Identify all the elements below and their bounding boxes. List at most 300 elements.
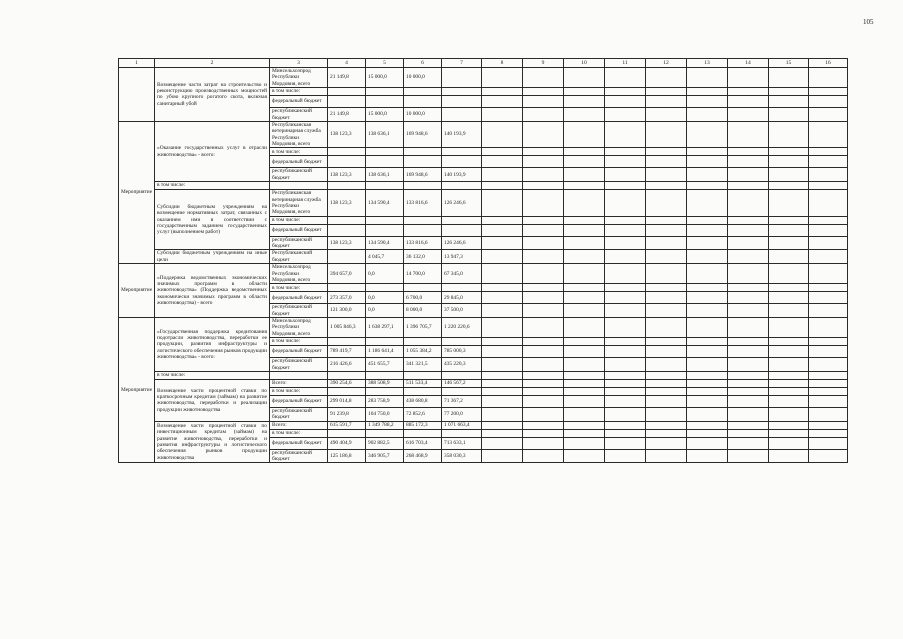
empty-cell bbox=[564, 395, 605, 407]
amount-cell bbox=[404, 96, 442, 108]
empty-cell bbox=[564, 429, 605, 437]
empty-cell bbox=[687, 224, 728, 236]
empty-cell bbox=[728, 395, 769, 407]
empty-cell bbox=[809, 250, 848, 264]
empty-cell bbox=[564, 224, 605, 236]
empty-cell bbox=[769, 304, 809, 318]
empty-cell bbox=[564, 68, 605, 88]
empty-cell bbox=[687, 190, 728, 217]
empty-cell bbox=[728, 338, 769, 346]
empty-cell bbox=[523, 304, 564, 318]
amount-cell bbox=[442, 387, 482, 395]
table-row bbox=[119, 190, 848, 217]
funding-source-cell: федеральный бюджет bbox=[270, 96, 328, 108]
funding-source-cell: Республиканская ветеринарная служба Республики Мордовия, всего bbox=[270, 121, 328, 148]
empty-cell bbox=[646, 148, 687, 156]
empty-cell bbox=[687, 387, 728, 395]
empty-cell bbox=[809, 88, 848, 96]
empty-cell bbox=[646, 346, 687, 358]
empty-cell bbox=[769, 216, 809, 224]
amount-cell: 435 220,3 bbox=[442, 358, 482, 372]
empty-cell bbox=[482, 421, 523, 429]
amount-cell: 885 172,3 bbox=[404, 421, 442, 429]
amount-cell bbox=[328, 88, 366, 96]
empty-cell bbox=[523, 284, 564, 292]
empty-cell bbox=[605, 437, 646, 449]
empty-cell bbox=[687, 156, 728, 168]
amount-cell: 1 005 846,3 bbox=[328, 318, 366, 338]
empty-cell bbox=[605, 250, 646, 264]
empty-cell bbox=[646, 387, 687, 395]
amount-cell: 138 123,3 bbox=[328, 236, 366, 250]
empty-cell bbox=[564, 216, 605, 224]
empty-cell bbox=[482, 250, 523, 264]
empty-cell bbox=[646, 168, 687, 182]
amount-cell bbox=[328, 156, 366, 168]
empty-cell bbox=[523, 338, 564, 346]
empty-cell bbox=[523, 236, 564, 250]
amount-cell bbox=[442, 108, 482, 122]
amount-cell bbox=[328, 250, 366, 264]
empty-cell bbox=[564, 437, 605, 449]
empty-cell bbox=[769, 88, 809, 96]
header-cell: 7 bbox=[442, 59, 482, 68]
amount-cell: 140 193,9 bbox=[442, 168, 482, 182]
funding-source-cell: в том числе: bbox=[270, 429, 328, 437]
empty-cell bbox=[809, 236, 848, 250]
empty-cell bbox=[728, 148, 769, 156]
header-cell: 3 bbox=[270, 59, 328, 68]
amount-cell: 126 246,6 bbox=[442, 236, 482, 250]
empty-cell bbox=[809, 264, 848, 284]
amount-cell bbox=[366, 88, 404, 96]
empty-cell bbox=[605, 108, 646, 122]
empty-cell bbox=[523, 148, 564, 156]
empty-cell bbox=[728, 156, 769, 168]
header-cell: 15 bbox=[769, 59, 809, 68]
amount-cell: 1 071 663,4 bbox=[442, 421, 482, 429]
amount-cell: 10 000,0 bbox=[404, 108, 442, 122]
empty-cell bbox=[605, 88, 646, 96]
amount-cell: 785 000,3 bbox=[442, 346, 482, 358]
empty-cell bbox=[769, 346, 809, 358]
empty-cell bbox=[769, 371, 809, 379]
table-row bbox=[119, 182, 848, 190]
amount-cell: 138 636,1 bbox=[366, 168, 404, 182]
empty-cell bbox=[728, 304, 769, 318]
empty-cell bbox=[809, 407, 848, 421]
empty-cell bbox=[687, 304, 728, 318]
empty-cell bbox=[605, 358, 646, 372]
empty-cell bbox=[728, 421, 769, 429]
empty-cell bbox=[482, 156, 523, 168]
table-row bbox=[119, 421, 848, 429]
empty-cell bbox=[482, 168, 523, 182]
table-row bbox=[119, 68, 848, 88]
header-cell: 16 bbox=[809, 59, 848, 68]
empty-cell bbox=[646, 284, 687, 292]
header-cell: 2 bbox=[155, 59, 270, 68]
empty-cell bbox=[605, 304, 646, 318]
amount-cell bbox=[328, 429, 366, 437]
amount-cell bbox=[442, 284, 482, 292]
empty-cell bbox=[564, 250, 605, 264]
amount-cell: 13 947,3 bbox=[442, 250, 482, 264]
amount-cell bbox=[328, 148, 366, 156]
empty-cell bbox=[809, 168, 848, 182]
amount-cell bbox=[328, 216, 366, 224]
empty-cell bbox=[564, 379, 605, 387]
amount-cell bbox=[404, 387, 442, 395]
activity-name-cell: в том числе: bbox=[155, 371, 270, 379]
activity-name-cell: Возмещение части затрат на строительство и реконструкцию производственных мощностей по убою крупного рогатого скота, включая санитарный убой bbox=[155, 68, 270, 122]
empty-cell bbox=[564, 449, 605, 463]
amount-cell: 6 700,0 bbox=[404, 292, 442, 304]
amount-cell bbox=[404, 156, 442, 168]
amount-cell: 0,0 bbox=[366, 264, 404, 284]
amount-cell: 789 419,7 bbox=[328, 346, 366, 358]
empty-cell bbox=[809, 449, 848, 463]
table-body bbox=[119, 68, 848, 463]
empty-cell bbox=[728, 318, 769, 338]
empty-cell bbox=[728, 121, 769, 148]
empty-cell bbox=[523, 121, 564, 148]
empty-cell bbox=[523, 437, 564, 449]
amount-cell: 15 000,0 bbox=[366, 108, 404, 122]
funding-source-cell: Всего: bbox=[270, 379, 328, 387]
empty-cell bbox=[687, 168, 728, 182]
table-row bbox=[119, 250, 848, 264]
empty-cell bbox=[728, 224, 769, 236]
amount-cell: 902 882,5 bbox=[366, 437, 404, 449]
funding-source-cell: в том числе: bbox=[270, 387, 328, 395]
header-cell: 6 bbox=[404, 59, 442, 68]
empty-cell bbox=[809, 437, 848, 449]
empty-cell bbox=[809, 190, 848, 217]
funding-source-cell: Республиканская ветеринарная служба Республики Мордовия, всего bbox=[270, 190, 328, 217]
empty-cell bbox=[809, 304, 848, 318]
empty-cell bbox=[809, 224, 848, 236]
empty-cell bbox=[523, 449, 564, 463]
amount-cell: 0,0 bbox=[366, 304, 404, 318]
empty-cell bbox=[605, 371, 646, 379]
amount-cell: 358 030,3 bbox=[442, 449, 482, 463]
funding-source-cell: федеральный бюджет bbox=[270, 437, 328, 449]
empty-cell bbox=[769, 190, 809, 217]
empty-cell bbox=[687, 121, 728, 148]
amount-cell: 1 055 384,2 bbox=[404, 346, 442, 358]
funding-source-cell: республиканский бюджет bbox=[270, 304, 328, 318]
empty-cell bbox=[769, 395, 809, 407]
empty-cell bbox=[809, 292, 848, 304]
empty-cell bbox=[646, 156, 687, 168]
empty-cell bbox=[769, 284, 809, 292]
empty-cell bbox=[809, 68, 848, 88]
empty-cell bbox=[809, 395, 848, 407]
amount-cell: 346 905,7 bbox=[366, 449, 404, 463]
empty-cell bbox=[809, 421, 848, 429]
amount-cell: 10 000,0 bbox=[404, 68, 442, 88]
empty-cell bbox=[687, 358, 728, 372]
empty-cell bbox=[687, 250, 728, 264]
funding-source-cell: в том числе: bbox=[270, 216, 328, 224]
empty-cell bbox=[564, 264, 605, 284]
empty-cell bbox=[687, 264, 728, 284]
empty-cell bbox=[728, 449, 769, 463]
amount-cell bbox=[328, 387, 366, 395]
empty-cell bbox=[687, 182, 728, 190]
empty-cell bbox=[809, 358, 848, 372]
amount-cell: 1 186 641,4 bbox=[366, 346, 404, 358]
funding-source-cell: в том числе: bbox=[270, 148, 328, 156]
amount-cell: 138 123,3 bbox=[328, 121, 366, 148]
amount-cell: 121 300,0 bbox=[328, 304, 366, 318]
funding-source-cell: республиканский бюджет bbox=[270, 108, 328, 122]
empty-cell bbox=[646, 395, 687, 407]
amount-cell: 511 533,4 bbox=[404, 379, 442, 387]
header-row bbox=[119, 59, 848, 68]
empty-cell bbox=[809, 148, 848, 156]
amount-cell bbox=[404, 284, 442, 292]
empty-cell bbox=[482, 304, 523, 318]
amount-cell: 21 149,8 bbox=[328, 108, 366, 122]
empty-cell bbox=[769, 236, 809, 250]
empty-cell bbox=[687, 216, 728, 224]
empty-cell bbox=[646, 216, 687, 224]
empty-cell bbox=[523, 429, 564, 437]
amount-cell: 15 000,0 bbox=[366, 68, 404, 88]
header-cell: 14 bbox=[728, 59, 769, 68]
empty-cell bbox=[482, 182, 523, 190]
empty-cell bbox=[605, 236, 646, 250]
header-cell: 12 bbox=[646, 59, 687, 68]
activity-name-cell: Субсидии бюджетным учреждениям на иные цели bbox=[155, 250, 270, 264]
empty-cell bbox=[687, 346, 728, 358]
amount-cell: 133 816,6 bbox=[404, 190, 442, 217]
funding-source-cell: Всего: bbox=[270, 421, 328, 429]
amount-cell: 390 254,6 bbox=[328, 379, 366, 387]
empty-cell bbox=[564, 358, 605, 372]
empty-cell bbox=[809, 387, 848, 395]
empty-cell bbox=[728, 429, 769, 437]
empty-cell bbox=[482, 88, 523, 96]
empty-cell bbox=[769, 437, 809, 449]
empty-cell bbox=[564, 121, 605, 148]
empty-cell bbox=[769, 156, 809, 168]
funding-source-cell: Минсельхозпрод Республики Мордовия, всего bbox=[270, 68, 328, 88]
empty-cell bbox=[687, 379, 728, 387]
empty-cell bbox=[646, 407, 687, 421]
amount-cell bbox=[366, 284, 404, 292]
empty-cell bbox=[482, 379, 523, 387]
empty-cell bbox=[646, 182, 687, 190]
empty-cell bbox=[687, 437, 728, 449]
empty-cell bbox=[605, 148, 646, 156]
empty-cell bbox=[523, 318, 564, 338]
amount-cell: 451 655,7 bbox=[366, 358, 404, 372]
amount-cell: 126 246,6 bbox=[442, 190, 482, 217]
amount-cell: 1 638 297,1 bbox=[366, 318, 404, 338]
empty-cell bbox=[646, 108, 687, 122]
header-cell: 8 bbox=[482, 59, 523, 68]
empty-cell bbox=[523, 358, 564, 372]
amount-cell: 713 633,1 bbox=[442, 437, 482, 449]
page-number: 105 bbox=[863, 18, 874, 26]
empty-cell bbox=[646, 264, 687, 284]
funding-source-cell: федеральный бюджет bbox=[270, 395, 328, 407]
amount-cell: 21 149,8 bbox=[328, 68, 366, 88]
empty-cell bbox=[646, 421, 687, 429]
empty-cell bbox=[687, 68, 728, 88]
activity-name-cell: «Государственная поддержка кредитования подотрасли животноводства, переработки ее продукции, развития инфраструктуры и логистического обеспечения рынков продукции животноводства» - всего: bbox=[155, 318, 270, 372]
empty-cell bbox=[769, 264, 809, 284]
empty-cell bbox=[687, 318, 728, 338]
empty-cell bbox=[564, 371, 605, 379]
empty-cell bbox=[646, 236, 687, 250]
empty-cell bbox=[809, 108, 848, 122]
empty-cell bbox=[605, 182, 646, 190]
empty-cell bbox=[728, 190, 769, 217]
empty-cell bbox=[687, 96, 728, 108]
empty-cell bbox=[482, 68, 523, 88]
amount-cell bbox=[442, 338, 482, 346]
amount-cell: 37 500,0 bbox=[442, 304, 482, 318]
empty-cell bbox=[728, 407, 769, 421]
empty-cell bbox=[809, 216, 848, 224]
empty-cell bbox=[523, 395, 564, 407]
empty-cell bbox=[564, 182, 605, 190]
empty-cell bbox=[564, 346, 605, 358]
amount-cell bbox=[404, 429, 442, 437]
amount-cell: 71 367,2 bbox=[442, 395, 482, 407]
amount-cell: 134 590,4 bbox=[366, 236, 404, 250]
empty-cell bbox=[564, 190, 605, 217]
empty-cell bbox=[809, 182, 848, 190]
activity-type-cell: Мероприятие bbox=[119, 121, 155, 263]
amount-cell: 169 948,6 bbox=[404, 168, 442, 182]
empty-cell bbox=[728, 216, 769, 224]
amount-cell bbox=[442, 96, 482, 108]
empty-cell bbox=[605, 407, 646, 421]
empty-cell bbox=[482, 429, 523, 437]
empty-cell bbox=[482, 236, 523, 250]
table-row bbox=[119, 264, 848, 284]
empty-cell bbox=[769, 148, 809, 156]
empty-cell bbox=[728, 284, 769, 292]
amount-cell bbox=[442, 429, 482, 437]
empty-cell bbox=[769, 407, 809, 421]
amount-cell bbox=[442, 216, 482, 224]
empty-cell bbox=[646, 304, 687, 318]
empty-cell bbox=[482, 346, 523, 358]
empty-cell bbox=[769, 168, 809, 182]
empty-cell bbox=[482, 284, 523, 292]
empty-cell bbox=[605, 318, 646, 338]
empty-cell bbox=[769, 182, 809, 190]
empty-cell bbox=[523, 421, 564, 429]
empty-cell bbox=[646, 318, 687, 338]
funding-source-cell: Минсельхозпрод Республики Мордовия, всего bbox=[270, 318, 328, 338]
funding-source-cell bbox=[270, 371, 328, 379]
funding-source-cell: федеральный бюджет bbox=[270, 346, 328, 358]
amount-cell bbox=[442, 371, 482, 379]
empty-cell bbox=[769, 250, 809, 264]
empty-cell bbox=[728, 96, 769, 108]
empty-cell bbox=[482, 449, 523, 463]
empty-cell bbox=[687, 421, 728, 429]
empty-cell bbox=[646, 429, 687, 437]
empty-cell bbox=[523, 88, 564, 96]
empty-cell bbox=[482, 108, 523, 122]
empty-cell bbox=[769, 224, 809, 236]
empty-cell bbox=[523, 264, 564, 284]
amount-cell bbox=[366, 338, 404, 346]
empty-cell bbox=[728, 236, 769, 250]
empty-cell bbox=[687, 148, 728, 156]
empty-cell bbox=[523, 379, 564, 387]
empty-cell bbox=[728, 387, 769, 395]
empty-cell bbox=[769, 421, 809, 429]
amount-cell bbox=[328, 182, 366, 190]
funding-source-cell: в том числе: bbox=[270, 88, 328, 96]
empty-cell bbox=[728, 182, 769, 190]
empty-cell bbox=[482, 387, 523, 395]
empty-cell bbox=[564, 96, 605, 108]
empty-cell bbox=[605, 346, 646, 358]
empty-cell bbox=[482, 190, 523, 217]
empty-cell bbox=[605, 68, 646, 88]
empty-cell bbox=[564, 421, 605, 429]
empty-cell bbox=[482, 318, 523, 338]
empty-cell bbox=[523, 371, 564, 379]
empty-cell bbox=[605, 395, 646, 407]
empty-cell bbox=[687, 108, 728, 122]
empty-cell bbox=[809, 338, 848, 346]
budget-table bbox=[118, 58, 848, 463]
funding-source-cell: федеральный бюджет bbox=[270, 156, 328, 168]
empty-cell bbox=[605, 421, 646, 429]
amount-cell bbox=[404, 88, 442, 96]
funding-source-cell: республиканский бюджет bbox=[270, 407, 328, 421]
empty-cell bbox=[728, 168, 769, 182]
amount-cell bbox=[404, 338, 442, 346]
amount-cell: 104 750,0 bbox=[366, 407, 404, 421]
amount-cell: 283 758,9 bbox=[366, 395, 404, 407]
empty-cell bbox=[687, 284, 728, 292]
header-cell: 11 bbox=[605, 59, 646, 68]
empty-cell bbox=[769, 292, 809, 304]
amount-cell bbox=[442, 88, 482, 96]
empty-cell bbox=[482, 358, 523, 372]
empty-cell bbox=[728, 437, 769, 449]
empty-cell bbox=[523, 224, 564, 236]
funding-source-cell: федеральный бюджет bbox=[270, 224, 328, 236]
amount-cell: 438 680,8 bbox=[404, 395, 442, 407]
empty-cell bbox=[523, 190, 564, 217]
funding-source-cell: Республиканский бюджет bbox=[270, 250, 328, 264]
amount-cell: 0,0 bbox=[366, 292, 404, 304]
empty-cell bbox=[523, 387, 564, 395]
empty-cell bbox=[809, 429, 848, 437]
activity-type-cell: Мероприятие bbox=[119, 264, 155, 318]
funding-source-cell: республиканский бюджет bbox=[270, 168, 328, 182]
amount-cell: 268 468,9 bbox=[404, 449, 442, 463]
activity-name-cell: в том числе: bbox=[155, 182, 270, 190]
empty-cell bbox=[769, 387, 809, 395]
amount-cell: 140 193,9 bbox=[442, 121, 482, 148]
empty-cell bbox=[523, 96, 564, 108]
empty-cell bbox=[769, 379, 809, 387]
